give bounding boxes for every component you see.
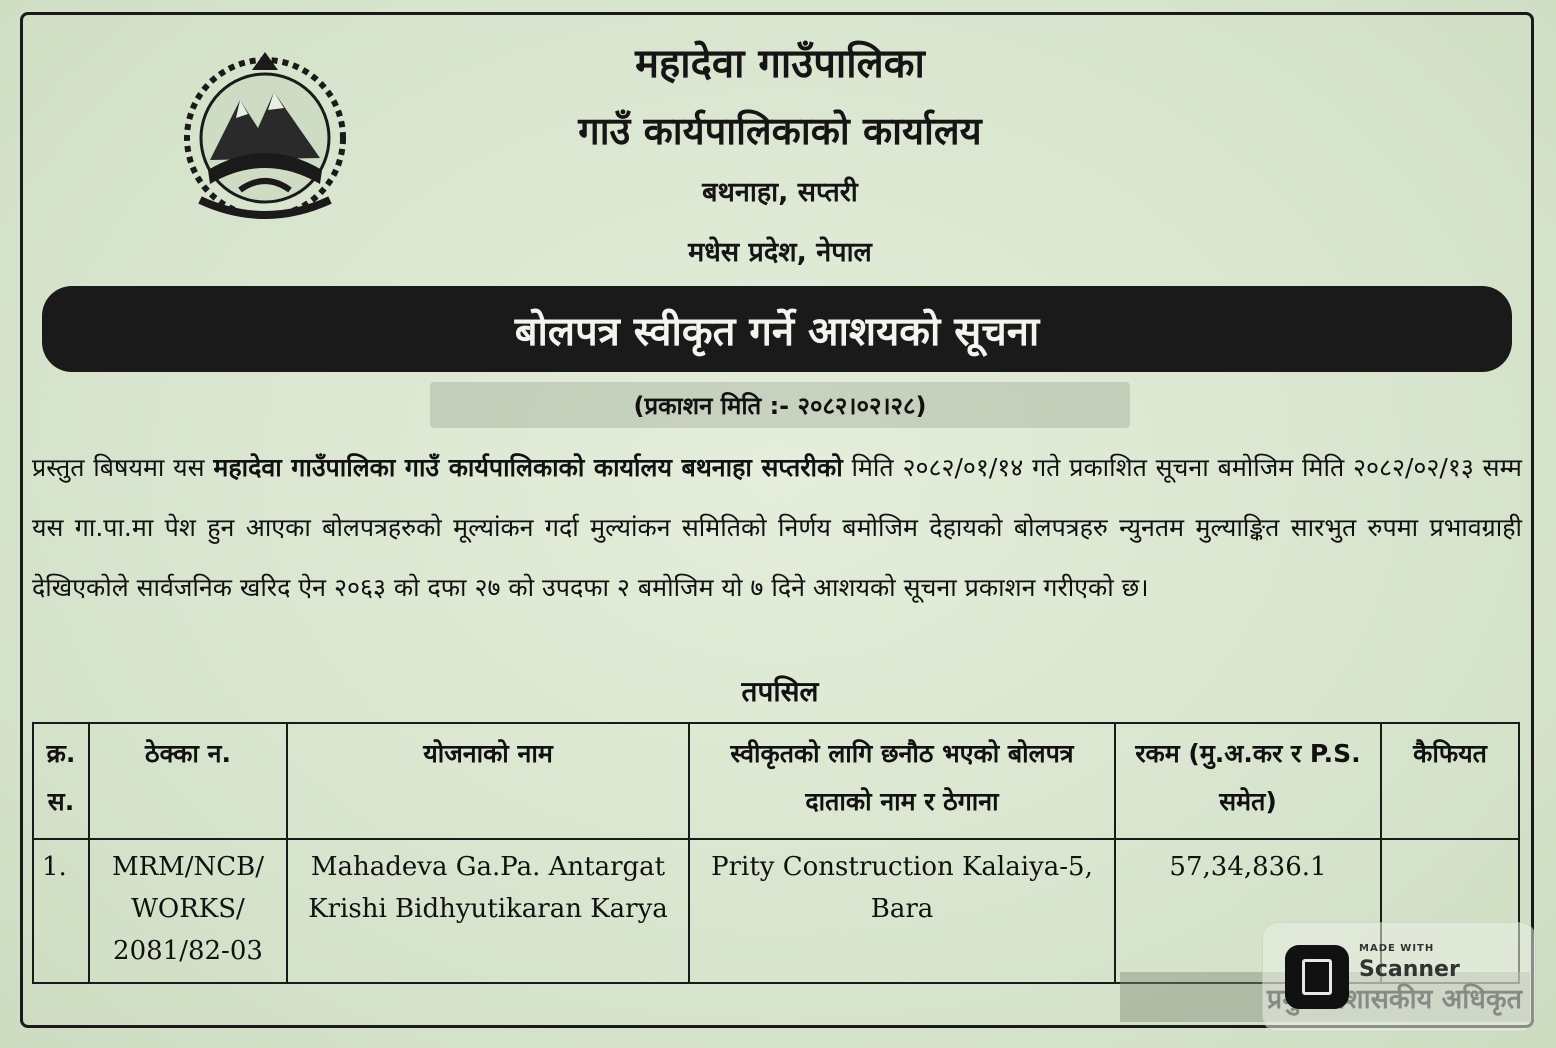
cell-contract-no: MRM/NCB/ WORKS/ 2081/82-03 <box>89 839 287 983</box>
nepal-emblem-icon <box>170 40 360 230</box>
schedule-title: तपसिल <box>741 675 819 708</box>
scanner-watermark <box>1262 922 1536 1032</box>
notice-title: बोलपत्र स्वीकृत गर्ने आशयको सूचना <box>514 308 1040 355</box>
body-text-intro: प्रस्तुत बिषयमा यस <box>32 453 214 482</box>
notice-title-banner <box>42 286 1512 372</box>
cell-project: Mahadeva Ga.Pa. Antargat Krishi Bidhyutikaran Karya <box>287 839 689 983</box>
cell-bidder: Prity Construction Kalaiya-5, Bara <box>689 839 1115 983</box>
col-header-contract-no: ठेक्का न. <box>89 723 287 839</box>
col-header-project: योजनाको नाम <box>287 723 689 839</box>
province-country: मधेस प्रदेश, नेपाल <box>688 237 872 268</box>
office-name: गाउँ कार्यपालिकाको कार्यालय <box>578 109 982 153</box>
publication-date: (प्रकाशन मिति :- २०८२।०२।२८) <box>633 391 927 420</box>
cell-sn: 1. <box>33 839 89 983</box>
col-header-amount: रकम (मु.अ.कर र P.S. समेत) <box>1115 723 1381 839</box>
publication-date-box <box>430 382 1130 428</box>
office-location: बथनाहा, सप्तरी <box>702 177 858 208</box>
scanner-app-icon <box>1285 945 1349 1009</box>
cell-amount: 57,34,836.1 <box>1115 839 1381 983</box>
col-header-bidder: स्वीकृतको लागि छनौठ भएको बोलपत्र दाताको नाम र ठेगाना <box>689 723 1115 839</box>
body-text-main: मिति २०८२/०१/१४ गते प्रकाशित सूचना बमोजिम मिति २०८२/०२/१३ सम्म यस गा.पा.मा पेश हुन आएका बोलपत्रहरुको मूल्यांकन गर्दा मुल्यांकन समितिको निर्णय बमोजिम देहायको बोलपत्रहरु न्युनतम मुल्याङ्कित सारभुत रुपमा प्रभावग्राही देखिएकोले सार्वजनिक खरिद ऐन २०६३ को दफा २७ को उपदफा २ बमोजिम यो ७ दिने आशयको सूचना प्रकाशन गरीएको छ। <box>32 453 1522 602</box>
watermark-app-name: Scanner <box>1359 957 1460 982</box>
col-header-sn: क्र. स. <box>33 723 89 839</box>
notice-body <box>32 438 1522 618</box>
municipality-name: महादेवा गाउँपालिका <box>635 41 925 87</box>
table-header-row <box>33 723 1519 839</box>
body-office-bold: महादेवा गाउँपालिका गाउँ कार्यपालिकाको कार्यालय बथनाहा सप्तरीको <box>213 453 843 482</box>
watermark-made-with: MADE WITH <box>1359 943 1435 954</box>
col-header-remarks: कैफियत <box>1381 723 1519 839</box>
